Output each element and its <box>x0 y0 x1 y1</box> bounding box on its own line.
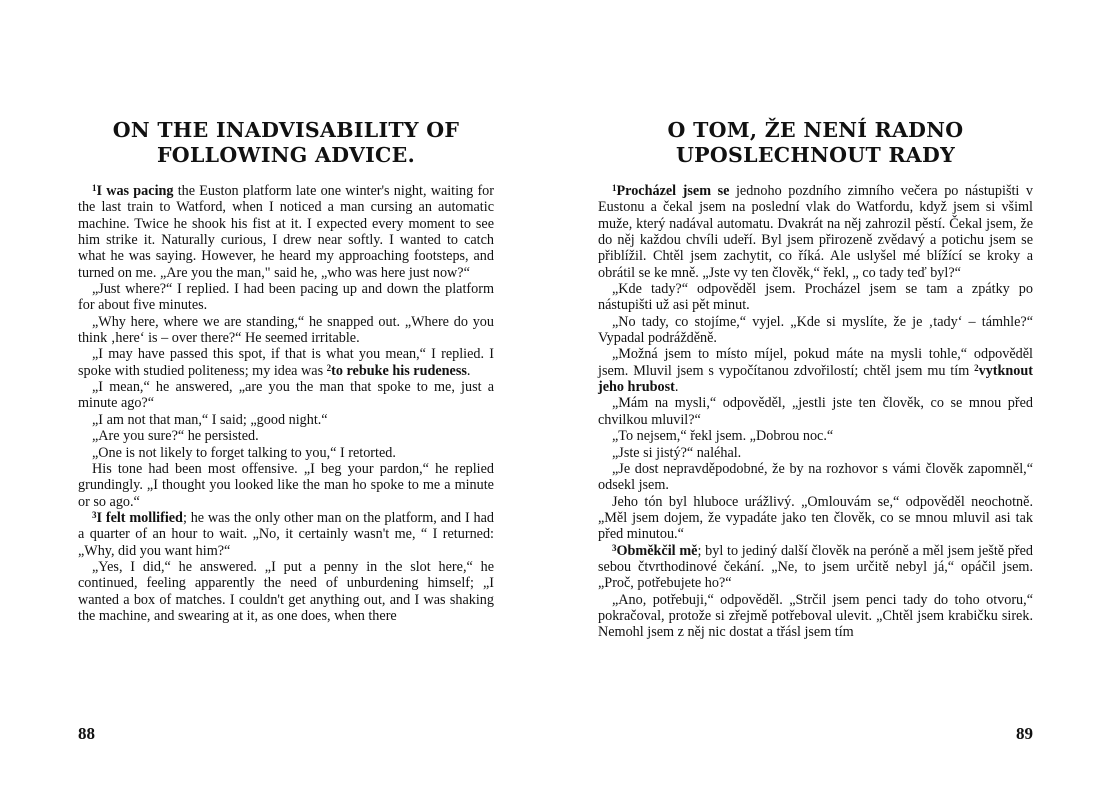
left-page <box>78 0 494 800</box>
paragraph <box>598 543 1033 592</box>
paragraph <box>598 445 1033 461</box>
footnote-marker: 2 <box>974 362 979 373</box>
paragraph <box>78 428 494 444</box>
page-body <box>78 183 494 624</box>
vocab-highlight: Obměkčil mě <box>616 542 698 559</box>
paragraph <box>78 445 494 461</box>
paragraph <box>598 428 1033 444</box>
footnote-marker: 3 <box>92 509 97 520</box>
right-page <box>598 0 1033 800</box>
vocab-highlight: to rebuke his rudeness <box>331 362 467 379</box>
paragraph <box>598 461 1033 494</box>
paragraph-text: . <box>466 362 471 379</box>
paragraph-text: „I mean,“ he answered, „are you the man that spoke to me, just a minute ago?“ <box>78 379 494 412</box>
paragraph-text: „Jste si jistý?“ naléhal. <box>612 444 742 461</box>
paragraph-text: „Kde tady?“ odpověděl jsem. Procházel jsem se tam a zpátky po nástupišti už asi pět minut. <box>598 281 1033 314</box>
paragraph <box>78 379 494 412</box>
paragraph <box>598 183 1033 281</box>
paragraph <box>78 510 494 559</box>
paragraph <box>78 461 494 510</box>
paragraph-text: ; byl to jediný další člověk na peróně a měl jsem ještě před sebou čtvrthodinové čekání. „Ne, to jsem určitě nebyl já,“ opáčil jsem. „Proč, potřebujete ho?“ <box>598 542 1033 592</box>
paragraph-text: „One is not likely to forget talking to you,“ I retorted. <box>92 444 396 461</box>
vocab-highlight: vytknout jeho hrubost <box>598 362 1033 396</box>
vocab-highlight: Procházel jsem se <box>616 183 730 199</box>
paragraph-text: „I may have passed this spot, if that is what you mean,“ I replied. I spoke with studied politeness; my idea was <box>78 346 494 379</box>
footnote-marker: 2 <box>326 362 332 373</box>
paragraph <box>598 314 1033 347</box>
footnote-marker: 1 <box>612 183 617 193</box>
paragraph-text: the Euston platform late one winter's night, waiting for the last train to Watford, when I noticed a man cursing an automatic machine. Twice he shook his fist at it. I expected every moment to see him strike it. Naturally curious, I drew near softly. I wanted to catch what he was saying. However, he heard my approaching footsteps, and turned on me. „Are you the man," said he, „who was here just now?“ <box>78 183 494 281</box>
paragraph-text: „Možná jsem to místo míjel, pokud máte na mysli tohle,“ odpověděl jsem. Mluvil jsem s vypočítanou zdvořilostí; chtěl jsem mu tím <box>598 346 1033 379</box>
paragraph-text: „I am not that man,“ I said; „good night.“ <box>92 411 328 428</box>
paragraph-text: ; he was the only other man on the platform, and I had a quarter of an hour to wait. „No, it certainly wasn't me, “ I returned: „Why, did you want him?“ <box>78 509 494 559</box>
paragraph-text: „Ano, potřebuji,“ odpověděl. „Strčil jsem penci tady do toho otvoru,“ pokračoval, protože si zřejmě potřeboval ulevit. „Chtěl jsem krabičku sirek. Nemohl jsem z něj nic dostat a třásl jsem tím <box>598 591 1033 641</box>
paragraph-text: „Why here, where we are standing,“ he snapped out. „Where do you think ‚here‘ is – over there?“ He seemed irritable. <box>78 313 494 347</box>
paragraph <box>78 412 494 428</box>
paragraph <box>598 592 1033 641</box>
chapter-title: ON THE INADVISABILITY OF FOLLOWING ADVICE. <box>112 118 460 167</box>
paragraph <box>598 395 1033 428</box>
paragraph-text: „Are you sure?“ he persisted. <box>92 428 259 445</box>
paragraph <box>78 281 494 314</box>
paragraph <box>598 494 1033 543</box>
chapter-title: O TOM, ŽE NENÍ RADNO UPOSLECHNOUT RADY <box>667 118 964 167</box>
paragraph-text: „No tady, co stojíme,“ vyjel. „Kde si myslíte, že je ‚tady‘ – támhle?“ Vypadal podrážděně. <box>598 313 1033 347</box>
vocab-highlight: I was pacing <box>96 183 174 199</box>
paragraph-text: „Yes, I did,“ he answered. „I put a penny in the slot here,“ he continued, feeling apparently the need of unburdening himself; „I wanted a box of matches. I couldn't get anything out, and I was shaking the machine, and swearing at it, as one does, when there <box>78 558 494 624</box>
footnote-marker: 3 <box>612 542 617 553</box>
paragraph-text: His tone had been most offensive. „I beg your pardon,“ he replied grundingly. „I thought you looked like the man ho spoke to me a minute or so ago.“ <box>78 460 494 510</box>
paragraph-text: jednoho pozdního zimního večera po nástupišti v Eustonu a čekal jsem na poslední vlak do Watfordu, když jsem si všiml muže, který nadával automatu. Dvakrát na něj zahrozil pěstí. Čekal jsem, že do něj každou chvíli udeří. Byl jsem přirozeně zvědavý a potichu jsem se přiblížil. Chtěl jsem zachytit, co říká. Ale uslyšel mé blížící se kroky a obrátil se ke mně. „Jste vy ten člověk,“ řekl, „ co tady teď byl?“ <box>598 183 1033 281</box>
paragraph <box>598 281 1033 314</box>
paragraph <box>598 346 1033 395</box>
paragraph-text: Jeho tón byl hluboce urážlivý. „Omlouvám se,“ odpověděl neochotně. „Měl jsem dojem, že vypadáte jako ten člověk, co se mnou mluvil asi tak před minutou.“ <box>598 493 1033 543</box>
paragraph <box>78 314 494 347</box>
page-number: 88 <box>78 724 95 743</box>
page-body <box>598 183 1033 641</box>
page-number: 89 <box>1016 724 1033 743</box>
paragraph <box>78 346 494 379</box>
vocab-highlight: I felt mollified <box>96 509 183 526</box>
paragraph-text: . <box>674 379 679 396</box>
paragraph-text: „To nejsem,“ řekl jsem. „Dobrou noc.“ <box>612 428 834 445</box>
paragraph-text: „Je dost nepravděpodobné, že by na rozhovor s vámi člověk zapomněl,“ odsekl jsem. <box>598 460 1033 494</box>
paragraph-text: „Just where?“ I replied. I had been pacing up and down the platform for about five minutes. <box>78 281 494 314</box>
paragraph <box>78 183 494 281</box>
footnote-marker: 1 <box>92 183 97 193</box>
paragraph-text: „Mám na mysli,“ odpověděl, „jestli jste ten člověk, co se mnou před chvilkou mluvil?“ <box>598 395 1033 428</box>
paragraph <box>78 559 494 624</box>
